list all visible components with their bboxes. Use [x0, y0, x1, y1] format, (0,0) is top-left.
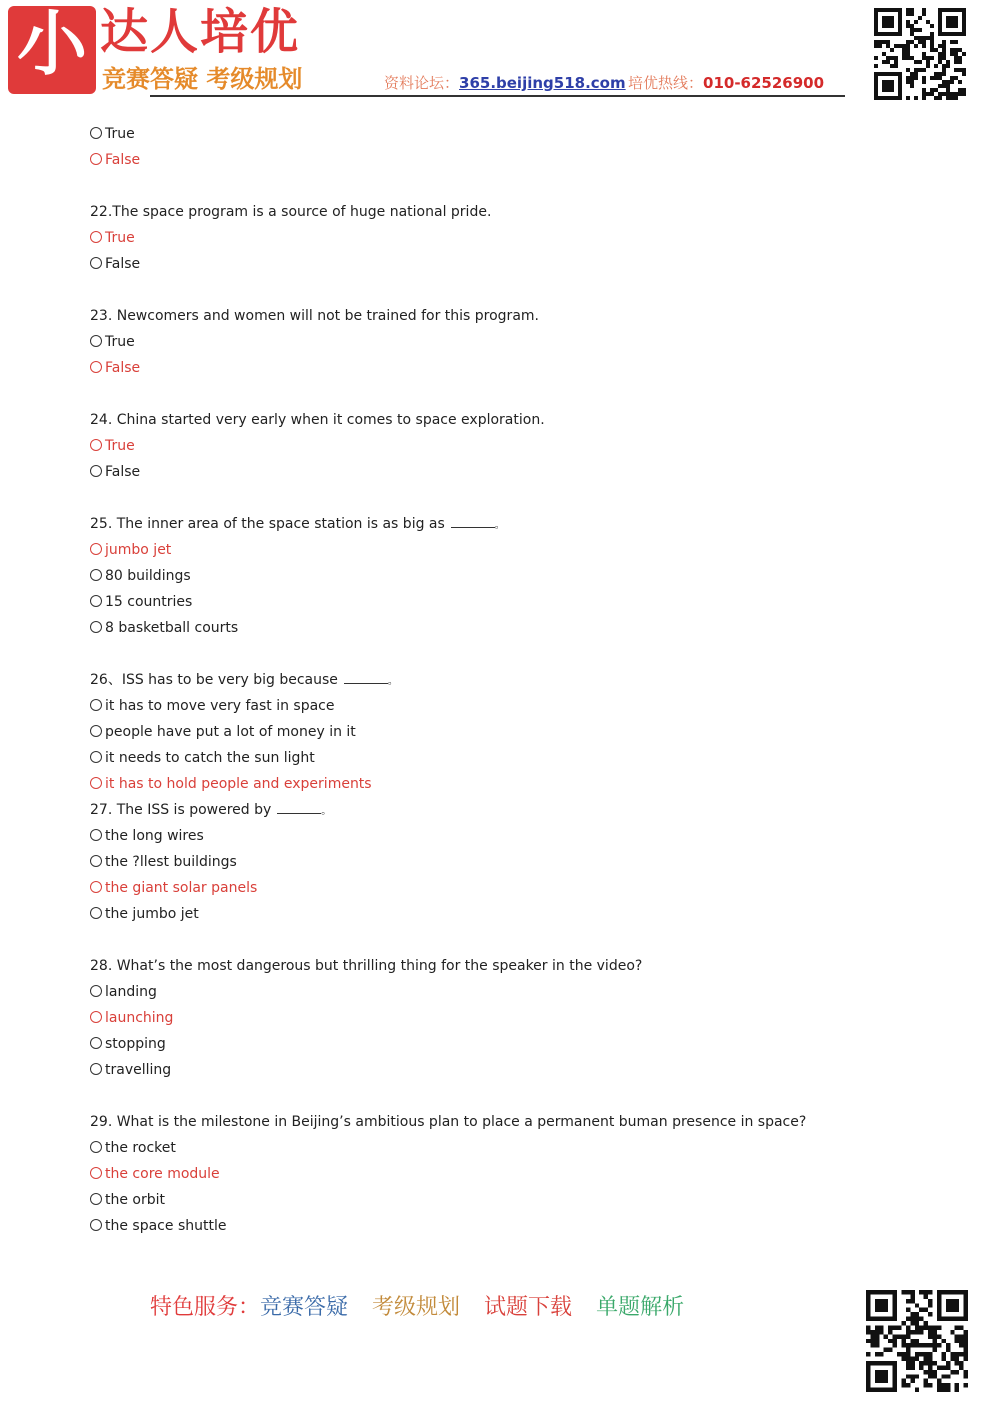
question-text: 27. The ISS is powered by: [90, 802, 272, 818]
option-label: the core module: [105, 1166, 220, 1182]
option-label: False: [105, 152, 141, 168]
footer-service-3[interactable]: 试题下载: [484, 1295, 573, 1320]
answer-blank: [344, 671, 388, 684]
radio-circle-icon[interactable]: [90, 829, 102, 841]
radio-circle-icon[interactable]: [90, 855, 102, 867]
radio-circle-icon[interactable]: [90, 569, 102, 581]
question-stem: [90, 511, 910, 537]
option-label: jumbo jet: [105, 542, 172, 558]
answer-option[interactable]: [90, 1213, 910, 1239]
answer-option[interactable]: [90, 459, 910, 485]
radio-circle-icon[interactable]: [90, 699, 102, 711]
option-label: people have put a lot of money in it: [105, 724, 356, 740]
radio-circle-icon[interactable]: [90, 621, 102, 633]
option-label: True: [105, 334, 135, 350]
radio-circle-icon[interactable]: [90, 1011, 102, 1023]
question-text: 23. Newcomers and women will not be trained for this program.: [90, 308, 539, 324]
option-label: the space shuttle: [105, 1218, 227, 1234]
question-list: [90, 121, 910, 1265]
option-label: stopping: [105, 1036, 166, 1052]
question-text: 29. What is the milestone in Beijing’s ambitious plan to place a permanent buman presence in space?: [90, 1114, 807, 1130]
question-block: [90, 407, 910, 485]
radio-circle-icon[interactable]: [90, 595, 102, 607]
option-label: the rocket: [105, 1140, 176, 1156]
radio-circle-icon[interactable]: [90, 127, 102, 139]
option-label: True: [105, 126, 135, 142]
brand-title: 达人培优: [100, 4, 301, 60]
option-label: 80 buildings: [105, 568, 191, 584]
answer-option-correct[interactable]: [90, 433, 910, 459]
footer-service-4[interactable]: 单题解析: [596, 1295, 685, 1320]
radio-circle-icon[interactable]: [90, 907, 102, 919]
question-block: [90, 121, 910, 173]
question-block: [90, 797, 910, 927]
forum-link[interactable]: 365.beijing518.com: [459, 74, 626, 92]
option-label: the jumbo jet: [105, 906, 199, 922]
option-label: the ?llest buildings: [105, 854, 237, 870]
radio-circle-icon[interactable]: [90, 1219, 102, 1231]
question-stem: [90, 667, 910, 693]
answer-option[interactable]: [90, 563, 910, 589]
radio-circle-icon[interactable]: [90, 751, 102, 763]
footer-services: [150, 1290, 684, 1321]
option-label: False: [105, 256, 141, 272]
brand-subtitle: 竞赛答疑 考级规划: [102, 65, 303, 93]
answer-option[interactable]: [90, 589, 910, 615]
answer-option-correct[interactable]: [90, 147, 910, 173]
option-label: 8 basketball courts: [105, 620, 239, 636]
option-label: the orbit: [105, 1192, 166, 1208]
radio-circle-icon[interactable]: [90, 985, 102, 997]
answer-option[interactable]: [90, 1031, 910, 1057]
footer-service-1[interactable]: 竞赛答疑: [260, 1295, 349, 1320]
question-text: 28. What’s the most dangerous but thrilling thing for the speaker in the video?: [90, 958, 643, 974]
answer-option[interactable]: [90, 251, 910, 277]
wechat-qr-code-icon: [866, 1290, 968, 1392]
question-block: [90, 303, 910, 381]
hotline-number: 010-62526900: [703, 74, 825, 92]
answer-option-correct[interactable]: [90, 875, 910, 901]
radio-circle-icon[interactable]: [90, 777, 102, 789]
radio-circle-icon[interactable]: [90, 1193, 102, 1205]
answer-option[interactable]: [90, 1057, 910, 1083]
hotline-info: [628, 72, 824, 93]
radio-circle-icon[interactable]: [90, 465, 102, 477]
option-label: launching: [105, 1010, 174, 1026]
question-block: [90, 667, 910, 797]
radio-circle-icon[interactable]: [90, 257, 102, 269]
question-block: [90, 199, 910, 277]
question-text: 25. The inner area of the space station is as big as: [90, 516, 445, 532]
option-label: it has to move very fast in space: [105, 698, 335, 714]
hotline-label: 培优热线：: [628, 74, 704, 92]
answer-option-correct[interactable]: [90, 537, 910, 563]
footer-label: 特色服务：: [150, 1295, 261, 1320]
radio-circle-icon[interactable]: [90, 1037, 102, 1049]
answer-option[interactable]: [90, 1135, 910, 1161]
option-label: it needs to catch the sun light: [105, 750, 315, 766]
radio-circle-icon[interactable]: [90, 153, 102, 165]
radio-circle-icon[interactable]: [90, 1063, 102, 1075]
full-stop: 。: [494, 520, 505, 531]
question-text: 24. China started very early when it comes to space exploration.: [90, 412, 545, 428]
answer-option[interactable]: [90, 849, 910, 875]
answer-option[interactable]: [90, 121, 910, 147]
question-text: 22.The space program is a source of huge national pride.: [90, 204, 492, 220]
answer-option-correct[interactable]: [90, 1161, 910, 1187]
answer-option-correct[interactable]: [90, 355, 910, 381]
full-stop: 。: [387, 676, 398, 687]
logo-mark: 小: [17, 2, 87, 85]
option-label: it has to hold people and experiments: [105, 776, 372, 792]
answer-option-correct[interactable]: [90, 1005, 910, 1031]
full-stop: 。: [321, 806, 332, 817]
question-stem: [90, 953, 910, 979]
question-block: [90, 511, 910, 641]
answer-option-correct[interactable]: [90, 771, 910, 797]
header-divider: [150, 95, 845, 97]
option-label: True: [105, 230, 135, 246]
question-stem: [90, 407, 910, 433]
question-stem: [90, 303, 910, 329]
answer-option-correct[interactable]: [90, 225, 910, 251]
question-block: [90, 953, 910, 1083]
option-label: True: [105, 438, 135, 454]
qr-code-icon: [874, 8, 966, 100]
answer-blank: [277, 801, 321, 814]
question-stem: [90, 797, 910, 823]
option-label: travelling: [105, 1062, 172, 1078]
radio-circle-icon[interactable]: [90, 543, 102, 555]
radio-circle-icon[interactable]: [90, 881, 102, 893]
radio-circle-icon[interactable]: [90, 1141, 102, 1153]
radio-circle-icon[interactable]: [90, 231, 102, 243]
radio-circle-icon[interactable]: [90, 361, 102, 373]
question-stem: [90, 199, 910, 225]
answer-option[interactable]: [90, 1187, 910, 1213]
forum-info: [384, 72, 626, 93]
answer-option[interactable]: [90, 693, 910, 719]
answer-option[interactable]: [90, 823, 910, 849]
question-stem: [90, 1109, 910, 1135]
answer-option[interactable]: [90, 719, 910, 745]
option-label: landing: [105, 984, 157, 1000]
answer-option[interactable]: [90, 329, 910, 355]
option-label: 15 countries: [105, 594, 193, 610]
option-label: False: [105, 360, 141, 376]
radio-circle-icon[interactable]: [90, 1167, 102, 1179]
answer-option[interactable]: [90, 979, 910, 1005]
answer-option[interactable]: [90, 901, 910, 927]
answer-option[interactable]: [90, 615, 910, 641]
forum-label: 资料论坛：: [384, 74, 460, 92]
question-text: 26、ISS has to be very big because: [90, 672, 338, 688]
answer-option[interactable]: [90, 745, 910, 771]
option-label: False: [105, 464, 141, 480]
footer-service-2[interactable]: 考级规划: [372, 1295, 461, 1320]
option-label: the long wires: [105, 828, 204, 844]
radio-circle-icon[interactable]: [90, 335, 102, 347]
radio-circle-icon[interactable]: [90, 725, 102, 737]
option-label: the giant solar panels: [105, 880, 258, 896]
question-block: [90, 1109, 910, 1239]
radio-circle-icon[interactable]: [90, 439, 102, 451]
answer-blank: [451, 515, 495, 528]
